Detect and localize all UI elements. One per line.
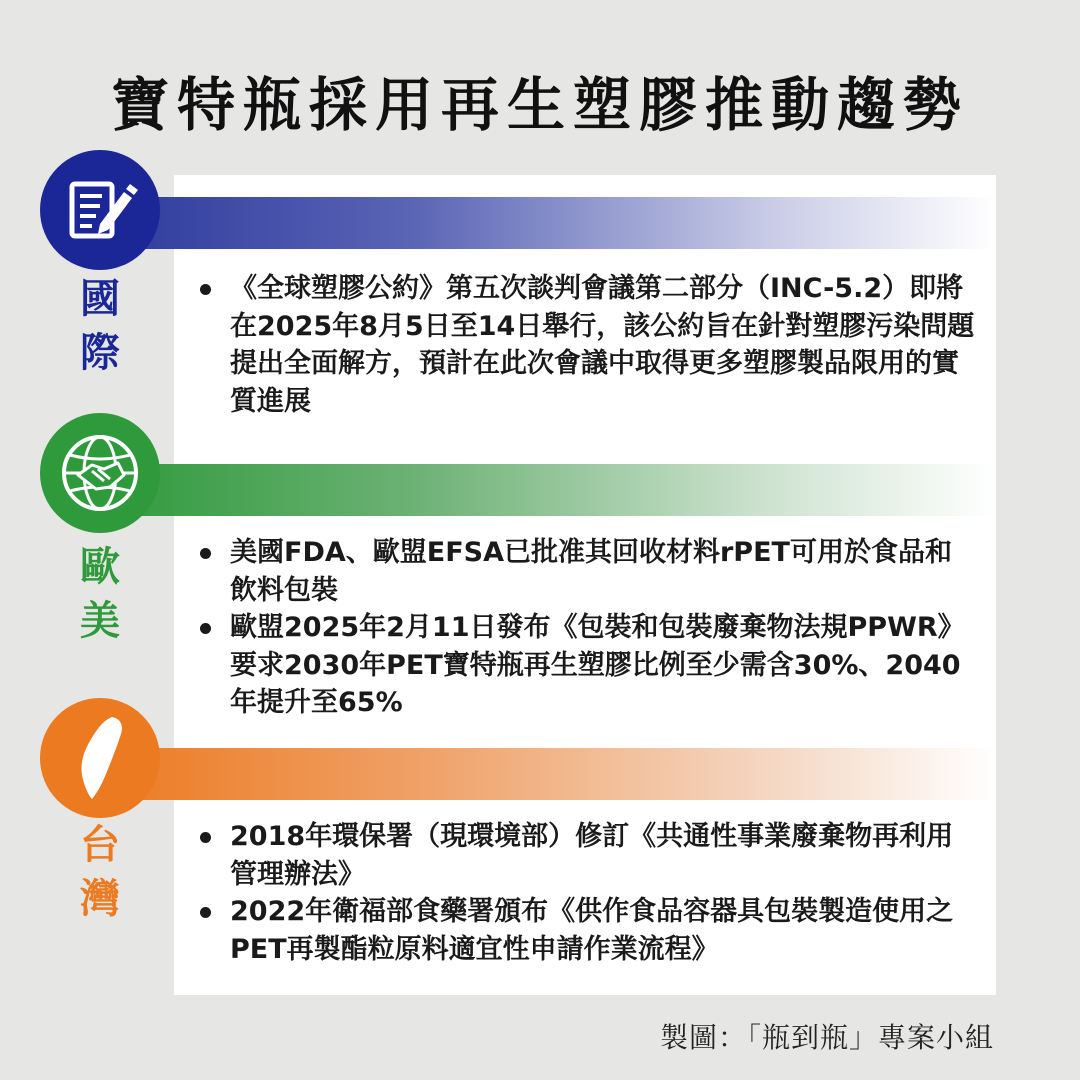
section-band-taiwan (100, 748, 996, 800)
list-item: 2022年衛福部食藥署頒布《供作食品容器具包裝製造使用之PET再製酯粒原料適宜性申請作業流程》 (196, 893, 976, 968)
section-label-eu-us (52, 540, 148, 648)
document-pen-icon (60, 170, 140, 250)
section-badge-taiwan (40, 698, 160, 818)
section-badge-international (40, 150, 160, 270)
section-band-international (100, 197, 996, 249)
section-label-taiwan (52, 818, 148, 926)
section-band-eu-us (100, 464, 996, 516)
page-title: 寶特瓶採用再生塑膠推動趨勢 (110, 71, 969, 139)
section-label-char: 國 (80, 276, 120, 322)
section-badge-eu-us (40, 413, 160, 533)
section-label-char: 台 (80, 822, 120, 868)
list-item: 美國FDA、歐盟EFSA已批准其回收材料rPET可用於食品和飲料包裝 (196, 534, 976, 609)
list-item: 歐盟2025年2月11日發布《包裝和包裝廢棄物法規PPWR》要求2030年PET寶特瓶再生塑膠比例至少需含30%、2040年提升至65% (196, 609, 976, 722)
list-item: 《全球塑膠公約》第五次談判會議第二部分（INC-5.2）即將在2025年8月5日至14日舉行，該公約旨在針對塑膠污染問題提出全面解方，預計在此次會議中取得更多塑膠製品限用的實質進展 (196, 270, 976, 420)
section-label-char: 際 (80, 330, 120, 376)
section-label-char: 灣 (80, 876, 120, 922)
bullet-list-taiwan (196, 818, 976, 968)
credit-text: 製圖：「瓶到瓶」專案小組 (659, 1021, 994, 1054)
globe-handshake-icon (58, 431, 142, 515)
bullet-list-international (196, 270, 976, 420)
section-label-char: 美 (80, 598, 120, 644)
taiwan-map-icon (60, 713, 140, 803)
list-item: 2018年環保署（現環境部）修訂《共通性事業廢棄物再利用管理辦法》 (196, 818, 976, 893)
section-label-char: 歐 (80, 544, 120, 590)
section-label-international (52, 272, 148, 380)
bullet-list-eu-us (196, 534, 976, 722)
